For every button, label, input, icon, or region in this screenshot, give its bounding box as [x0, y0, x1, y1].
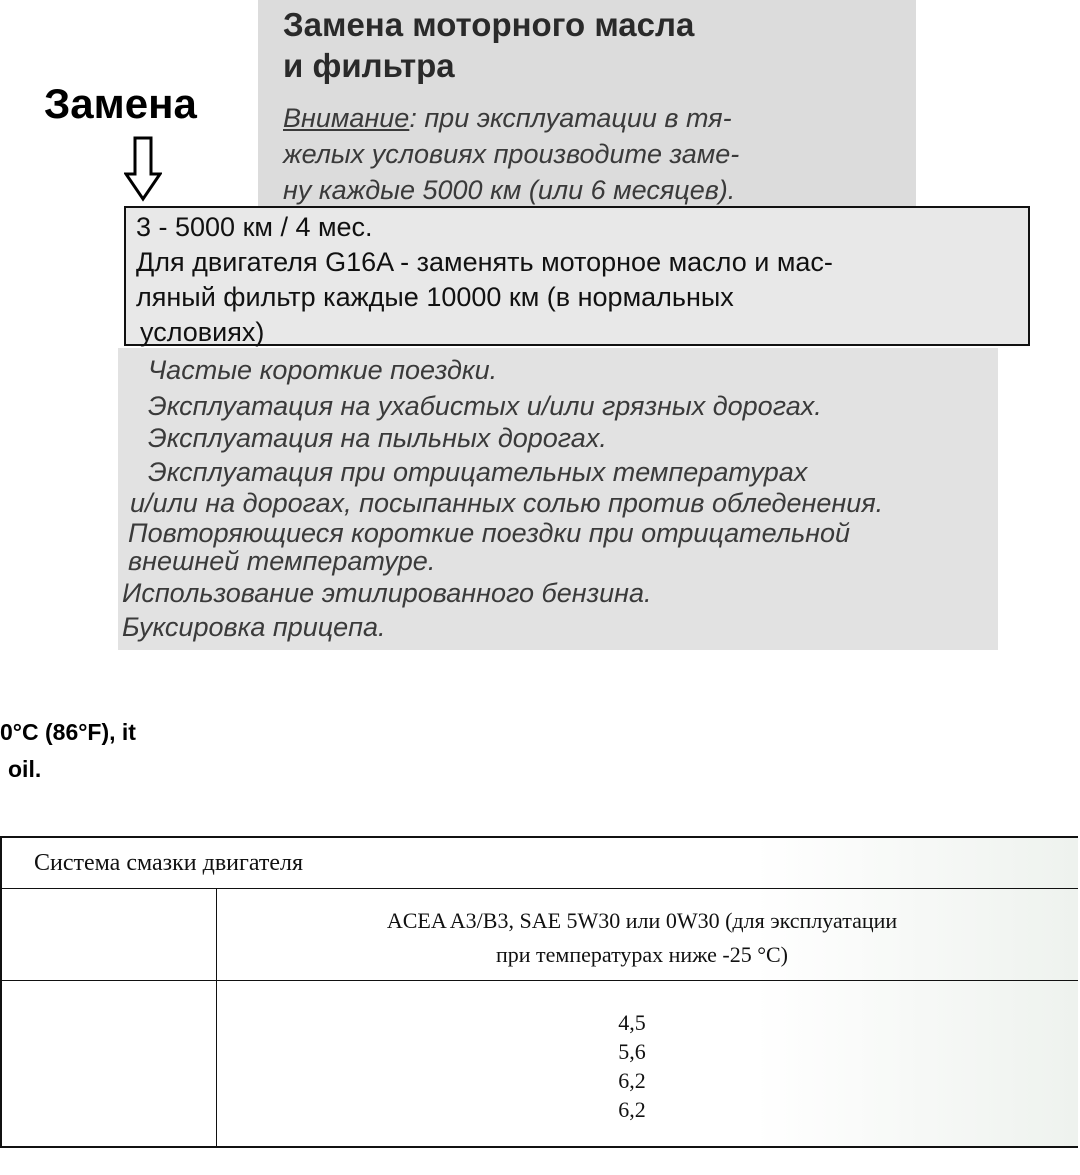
- list-item: и/или на дорогах, посыпанных солью против обледенения.: [130, 488, 884, 518]
- interval-value: 3 - 5000 км / 4 мес.: [136, 212, 373, 242]
- oil-specification-cell: [216, 904, 1068, 972]
- volume-value: 6,2: [618, 1068, 646, 1093]
- list-item: Эксплуатация на пыльных дорогах.: [148, 423, 607, 453]
- table-header-row: [2, 838, 1078, 889]
- interval-note-box: [124, 206, 1030, 346]
- table-header: Система смазки двигателя: [34, 850, 304, 876]
- heading-line-1: Замена моторного масла: [283, 6, 695, 43]
- warning-line-1: : при эксплуатации в тя-: [409, 103, 732, 133]
- list-item: Использование этилированного бензина.: [122, 578, 652, 608]
- warning-note: [283, 100, 923, 208]
- english-line-1: 0°C (86°F), it: [0, 719, 136, 745]
- replacement-label: Замена: [44, 80, 197, 127]
- heading-line-2: и фильтра: [283, 47, 455, 84]
- row-divider: [2, 980, 1078, 981]
- engine-note-line-1: Для двигателя G16A - заменять моторное масло и мас-: [136, 247, 833, 277]
- oil-spec-line-2: при температурах ниже -25 °C): [495, 942, 788, 967]
- lubrication-spec-table: [0, 836, 1078, 1148]
- arrow-down-icon: [124, 136, 162, 202]
- warning-lead: Внимание: [283, 103, 410, 133]
- volume-value: 6,2: [618, 1097, 646, 1122]
- volume-value: 4,5: [618, 1010, 646, 1035]
- list-item: Эксплуатация на ухабистых и/или грязных дорогах.: [148, 391, 822, 421]
- list-item: Эксплуатация при отрицательных температурах: [148, 457, 808, 487]
- english-text-fragment: [0, 714, 136, 788]
- section-heading: [283, 4, 694, 86]
- english-line-2: oil.: [8, 756, 42, 782]
- engine-note-line-3: условиях): [140, 317, 265, 347]
- oil-volume-cell: [592, 1008, 672, 1124]
- list-item: внешней температуре.: [128, 546, 436, 576]
- list-item: Повторяющиеся короткие поездки при отрицательной: [128, 518, 851, 548]
- list-item: Частые короткие поездки.: [148, 355, 498, 385]
- warning-line-2: желых условиях производите заме-: [283, 139, 740, 169]
- volume-value: 5,6: [618, 1039, 646, 1064]
- list-item: Буксировка прицепа.: [122, 612, 386, 642]
- engine-note-line-2: ляный фильтр каждые 10000 км (в нормальных: [136, 282, 734, 312]
- warning-line-3: ну каждые 5000 км (или 6 месяцев).: [283, 175, 736, 205]
- oil-spec-line-1: ACEA A3/B3, SAE 5W30 или 0W30 (для эксплуатации: [386, 908, 898, 933]
